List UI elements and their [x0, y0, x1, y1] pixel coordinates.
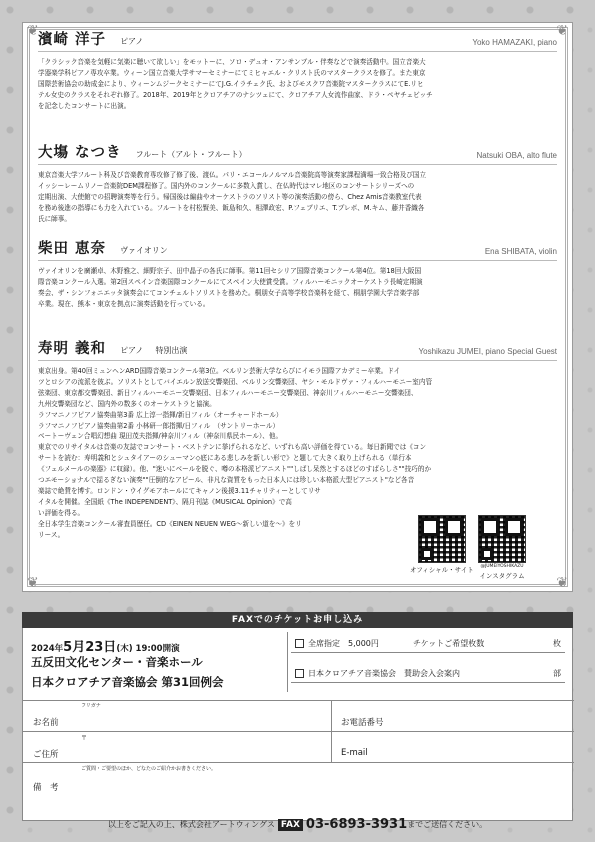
bio-line: 東京出身。第40回ミュンヘンARD国際音楽コンクール第3位。ベルリン芸術大学ならびにイモラ国際アカデミー卒業。ドイ — [38, 367, 401, 375]
bio-header — [38, 28, 557, 52]
bio-line: テル女史のクラスをそれぞれ修了。2018年、2019年とクロアチアのナシツェにて、クロアチア人女流作曲家、ドラ・ペヤチェビッチ — [38, 90, 433, 99]
performer-name: 寿明 義和 — [38, 340, 107, 357]
bio-line: イタルを開催。全国紙《The INDEPENDENT》、隔月刊誌《MUSICAL Opinion》で高 — [38, 497, 292, 506]
name-field[interactable] — [81, 708, 326, 726]
bio-line: 東京でのリサイタルは音楽の友誌でコンサート・ベストテンに挙げられるなど、いずれも高い評価を得ている。毎日新聞では《コン — [38, 443, 427, 452]
bio-jumei — [38, 337, 557, 580]
bio-line: 氏に師事。 — [38, 214, 71, 223]
bio-line: 学器楽学科ピアノ専攻卒業。ウィーン国立音楽大学サマーセミナーにてミヒャエル・クリスト氏のマスタークラスを修了。また東京 — [38, 68, 426, 77]
bio-line: 際音楽コンクール入選。第2回スペイン音楽国際コンクールにてスペイン大使賞受賞。フィルハーモニックオーケストラ長崎定期演 — [38, 277, 423, 286]
bio-line: を務め後進の指導にも力を入れている。フルートを村松賢美、飯島和久、相澤政宏、P.フェブリエ、T.プレボ、M.キム、藤井香織各 — [38, 203, 425, 212]
footer-post: までご送信ください。 — [407, 820, 488, 829]
event-date: 2024年5月23日(木) 19:00開演 — [31, 640, 180, 655]
performer-roman-name: Yoshikazu JUMEI, piano Special Guest — [418, 347, 557, 356]
bio-line: 九州交響楽団など、国内外の数多くのオーケストラと協演。 — [38, 399, 216, 408]
bio-line: 《フェルメールの楽器》に収録）。他、"迷いにベールを脱ぐ、噂の本格派ピアニスト""しばし呆然とするほどのすばらしさ""技巧的か — [38, 465, 432, 474]
bio-line: 楽誌で絶賛を博す。ロンドン・ウイグモアホールにてキャノン後援3.11チャリティーとしてリサ — [38, 486, 321, 495]
membership-option[interactable]: 日本クロアチア音楽協会 賛助会入会案内 — [295, 668, 460, 679]
remarks-hint: ご質問・ご要望のほか、どなたのご紹介かお書きください。 — [81, 766, 217, 772]
email-label: E-mail — [341, 748, 368, 758]
ticket-checkbox[interactable] — [295, 639, 304, 648]
furigana-label: フリガナ — [81, 703, 101, 709]
ticket-unit: 枚 — [553, 639, 561, 648]
email-field[interactable] — [393, 739, 568, 757]
corner-ornament-icon: ❦ — [27, 23, 39, 39]
bios-section — [38, 28, 557, 580]
qr-instagram[interactable] — [478, 515, 526, 580]
bio-line: ベートーヴェン合唱幻想曲 現田茂夫指揮/神奈川フィル（神奈川県民ホール）、他。 — [38, 432, 283, 441]
qr-official-site[interactable] — [410, 515, 474, 574]
performer-instrument: ヴァイオリン — [120, 246, 168, 255]
remarks-field[interactable] — [81, 773, 566, 815]
bio-hamazaki — [38, 28, 557, 141]
membership-checkbox[interactable] — [295, 669, 304, 678]
bio-line: つエモーショナルで揺るぎない演奏""圧倒的なアピール、非凡な資質をもった日本人には珍しい本格派大型ピアニスト"など各音 — [38, 476, 415, 485]
event-venue: 五反田文化センター・音楽ホール — [31, 655, 203, 669]
performer-name: 濱崎 洋子 — [38, 31, 107, 48]
bio-line: ヴァイオリンを廣瀬卓、木野雅之、細野宗子、田中晶子の各氏に師事。第11回セシリア国際音楽コンクール第4位。第18回大阪国 — [38, 267, 422, 275]
form-body — [22, 628, 573, 821]
qr-code-icon — [418, 515, 466, 563]
bio-text — [38, 170, 557, 225]
footer — [0, 815, 595, 835]
bio-line: 国際芸術協会の助成金により、ウィーンムジークセミナーにてJ.G.イラチェク氏、およびモスクワ音楽院マスタークラスにてE.リヒ — [38, 79, 424, 88]
qr-label: インスタグラム — [479, 572, 525, 580]
qr-code-icon — [478, 515, 526, 563]
performer-roman-name: Natsuki OBA, alto flute — [476, 151, 557, 160]
bio-line: ラフマニノフピアノ協奏曲第2番 小林研一郎指揮/日フィル （サントリーホール） — [38, 421, 280, 430]
bio-header — [38, 237, 557, 261]
phone-label: お電話番号 — [341, 718, 384, 728]
performer-instrument: ピアノ — [120, 346, 144, 355]
phone-field[interactable] — [393, 708, 568, 726]
corner-ornament-icon: ❦ — [27, 575, 39, 591]
corner-ornament-icon: ❦ — [556, 575, 568, 591]
performer-instrument: ピアノ — [120, 37, 144, 46]
event-title: 日本クロアチア音楽協会 第31回例会 — [31, 675, 224, 689]
bio-line: サートを読む：寿明義和とシュタイアーのシューマン◇底にある悲しみを新しい形で》と題して大きく取り上げられる（単行本 — [38, 454, 412, 463]
bio-line: 定期出演、大使館での招聘演奏等を行う。帰国後は編曲やオーケストラのソリスト等の演奏活動の傍ら、Chez Amis音楽教室代表 — [38, 192, 422, 201]
bio-line: 全日本学生音楽コンクール審査員歴任。CD《EINEN NEUEN WEG～新しい道を～》をリ — [38, 519, 302, 528]
footer-pre: 以上をご記入の上、株式会社アートウィングス — [107, 820, 275, 829]
performer-name: 大塲 なつき — [38, 144, 122, 161]
bio-text — [38, 57, 557, 112]
performer-roman-name: Yoko HAMAZAKI, piano — [472, 38, 557, 47]
bio-header — [38, 141, 557, 165]
zip-mark: 〒 — [81, 735, 88, 742]
bio-line: 東京音楽大学フルート科及び音楽教育専攻修了修了後、渡仏。パリ・エコールノルマル音楽院高等演奏家課程満場一致合格及び国立 — [38, 171, 427, 179]
name-label: お名前 — [33, 718, 59, 728]
bio-line: い評価を得る。 — [38, 508, 85, 517]
form-title: FAXでのチケットお申し込み — [22, 612, 573, 628]
bio-oba — [38, 141, 557, 237]
corner-ornament-icon: ❦ — [556, 23, 568, 39]
remarks-label: 備 考 — [33, 783, 59, 793]
bio-shibata — [38, 237, 557, 337]
bio-header — [38, 337, 557, 361]
bio-line: を記念したコンサートに出演。 — [38, 101, 131, 110]
bio-text — [38, 266, 557, 310]
ticket-option[interactable]: 全席指定 5,000円 — [295, 638, 379, 649]
bio-line: 弦楽団、東京都交響楽団、新日フィルハーモニー交響楽団、日本フィルハーモニー交響楽団、神奈川フィルハーモニー交響楽団、 — [38, 388, 418, 397]
fax-number: 03-6893-3931 — [305, 817, 408, 832]
special-guest-label: 特別出演 — [155, 346, 188, 355]
bio-line: ラフマニノフピアノ協奏曲第3番 広上淳一指揮/新日フィル（オーチャードホール） — [38, 410, 283, 419]
fax-badge: FAX — [278, 819, 303, 831]
ticket-count-label: チケットご希望枚数 — [413, 639, 485, 648]
fax-order-form — [22, 612, 573, 812]
bio-line: ツとロシアの流派を彼ぶ。ソリストとしてバイエルン放送交響楽団、ベルリン交響楽団、ヤシ・モルドヴァ・フィルハーモニー室内管 — [38, 377, 433, 386]
performer-name: 柴田 恵奈 — [38, 240, 107, 257]
bio-line: イッシーレームリノー音楽院DEM課程修了。国内外のコンクールに多数入賞し、在仏時代はマレ地区のコンサートシリーズへの — [38, 181, 415, 190]
address-label: ご住所 — [33, 750, 59, 760]
performer-instrument: フルート（アルト・フルート） — [135, 150, 247, 159]
address-field[interactable] — [81, 739, 326, 757]
instagram-handle: @JUMEIYOSHIKAZU — [480, 564, 524, 569]
performer-roman-name: Ena SHIBATA, violin — [484, 247, 557, 256]
qr-label: オフィシャル・サイト — [410, 566, 474, 574]
membership-unit: 部 — [553, 669, 561, 678]
bio-line: 奏会、ザ・シンフォニエッタ演奏会にてコンチェルトソリストを務めた。桐朋女子高等学校音楽科を経て、桐朋学園大学音楽学部 — [38, 288, 420, 297]
bio-line: 卒業。現在、熊本・東京を拠点に演奏活動を行っている。 — [38, 299, 210, 308]
bio-line: 「クラシック音楽を気軽に気楽に聴いて欲しい」をモットーに、ソロ・デュオ・アンサンブル・伴奏などで演奏活動中。国立音楽大 — [38, 58, 426, 66]
bio-line: リース。 — [38, 530, 65, 539]
